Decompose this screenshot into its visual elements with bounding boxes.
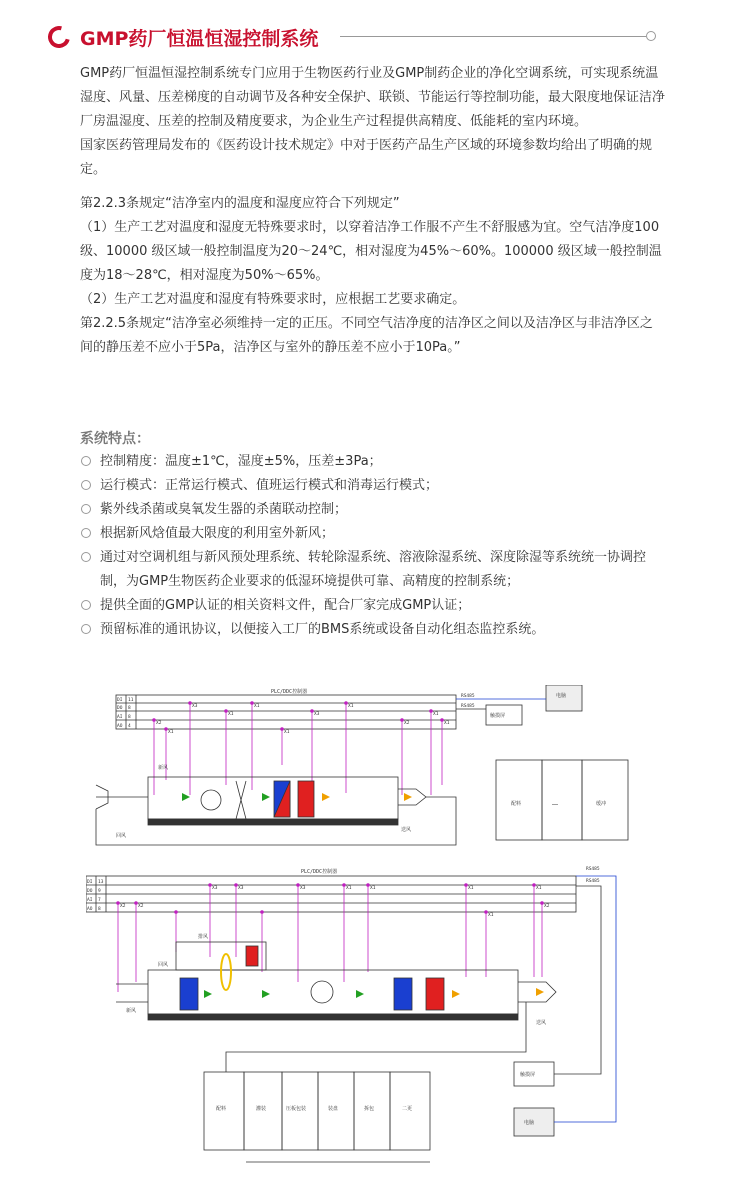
svg-text:新风: 新风 (158, 765, 169, 771)
controller-label: PLC/DDC控制器 (301, 869, 338, 875)
feature-item: 提供全面的GMP认证的相关资料文件，配合厂家完成GMP认证； (80, 594, 665, 618)
svg-text:X1: X1 (346, 886, 352, 891)
svg-text:AI: AI (117, 715, 123, 720)
feature-item: 控制精度：温度±1℃，湿度±5%，压差±3Pa； (80, 450, 665, 474)
svg-text:配料: 配料 (511, 801, 522, 807)
svg-text:回风: 回风 (158, 962, 169, 968)
svg-text:……: …… (552, 801, 559, 807)
rule-paragraph: 第2.2.5条规定“洁净室必须维持一定的正压。不同空气洁净度的洁净区之间以及洁净区与非洁净区之间的静压差不应小于5Pa，洁净区与室外的静压差不应小于10Pa。” (80, 316, 653, 355)
feature-item: 紫外线杀菌或臭氧发生器的杀菌联动控制； (80, 498, 665, 522)
svg-text:X1: X1 (348, 704, 354, 709)
svg-text:AI: AI (87, 898, 93, 903)
svg-text:X2: X2 (156, 721, 162, 726)
svg-text:装盘: 装盘 (328, 1106, 339, 1112)
svg-text:AO: AO (87, 907, 93, 912)
circle-bullet-icon (81, 600, 91, 610)
svg-text:X3: X3 (212, 886, 218, 891)
circle-bullet-icon (81, 624, 91, 634)
svg-text:8: 8 (128, 706, 131, 711)
svg-text:触摸屏: 触摸屏 (490, 713, 506, 719)
svg-text:DO: DO (87, 889, 93, 894)
svg-text:8: 8 (128, 715, 131, 720)
circle-bullet-icon (81, 528, 91, 538)
feature-item: 预留标准的通讯协议，以便接入工厂的BMS系统或设备自动化组态监控系统。 (80, 618, 665, 642)
svg-text:X2: X2 (404, 721, 410, 726)
features-list (80, 450, 665, 642)
svg-text:X1: X1 (468, 886, 474, 891)
rule-paragraph: （2）生产工艺对温度和湿度有特殊要求时，应根据工艺要求确定。 (80, 292, 466, 307)
title-divider (340, 36, 646, 37)
diagram-2 (86, 862, 646, 1187)
svg-text:X1: X1 (444, 721, 450, 726)
svg-text:13: 13 (98, 880, 104, 885)
svg-text:送风: 送风 (401, 827, 412, 833)
svg-text:X3: X3 (192, 704, 198, 709)
svg-text:4: 4 (128, 724, 131, 729)
svg-text:触摸屏: 触摸屏 (520, 1072, 536, 1078)
circle-bullet-icon (81, 480, 91, 490)
circle-bullet-icon (81, 552, 91, 562)
svg-text:DO: DO (117, 706, 123, 711)
intro-paragraph: 国家医药管理局发布的《医药设计技术规定》中对于医药产品生产区域的环境参数均给出了明确的规定。 (80, 138, 653, 177)
svg-text:送风: 送风 (536, 1020, 547, 1026)
svg-text:7: 7 (98, 898, 101, 903)
circle-bullet-icon (81, 456, 91, 466)
svg-text:压板包装: 压板包装 (286, 1106, 307, 1112)
title-divider-dot-icon (646, 31, 656, 41)
svg-text:灌装: 灌装 (256, 1106, 267, 1112)
feature-item: 通过对空调机组与新风预处理系统、转轮除湿系统、溶液除湿系统、深度除湿等系统统一协调控制，为GMP生物医药企业要求的低湿环境提供可靠、高精度的控制系统； (80, 546, 665, 594)
svg-text:X2: X2 (544, 904, 550, 909)
svg-text:X1: X1 (433, 712, 439, 717)
svg-text:X1: X1 (370, 886, 376, 891)
features-title: 系统特点： (80, 431, 150, 447)
page-header (48, 20, 668, 54)
diagram-1 (86, 685, 646, 855)
svg-text:X3: X3 (238, 886, 244, 891)
svg-text:X1: X1 (228, 712, 234, 717)
svg-text:缓冲: 缓冲 (596, 801, 607, 807)
svg-text:拆包: 拆包 (364, 1106, 375, 1112)
svg-text:DI: DI (117, 698, 123, 703)
svg-text:回风: 回风 (116, 833, 127, 839)
intro-section (80, 62, 665, 360)
rule-paragraph: 第2.2.3条规定“洁净室内的温度和湿度应符合下列规定” (80, 196, 400, 211)
svg-text:X2: X2 (120, 904, 126, 909)
intro-paragraph: GMP药厂恒温恒湿控制系统专门应用于生物医药行业及GMP制药企业的净化空调系统，可实现系统温湿度、风量、压差梯度的自动调节及各种安全保护、联锁、节能运行等控制功能，最大限度地保证洁净厂房温湿度、压差的控制及精度要求，为企业生产过程提供高精度、低能耗的室内环境。 (80, 66, 666, 129)
svg-text:电脑: 电脑 (556, 693, 567, 699)
page-title: GMP药厂恒温恒湿控制系统 (80, 28, 319, 50)
svg-text:配料: 配料 (216, 1106, 227, 1112)
svg-text:新风: 新风 (126, 1008, 137, 1014)
svg-text:AO: AO (117, 724, 123, 729)
svg-text:9: 9 (98, 889, 101, 894)
svg-text:RS485: RS485 (461, 694, 475, 699)
svg-text:X3: X3 (300, 886, 306, 891)
title-ring-icon (44, 22, 74, 52)
controller-label: PLC/DDC控制器 (271, 689, 308, 695)
feature-item: 运行模式：正常运行模式、值班运行模式和消毒运行模式； (80, 474, 665, 498)
svg-text:二更: 二更 (402, 1106, 413, 1112)
svg-text:X1: X1 (168, 730, 174, 735)
svg-text:X1: X1 (254, 704, 260, 709)
svg-text:X1: X1 (284, 730, 290, 735)
svg-text:X1: X1 (536, 886, 542, 891)
svg-text:11: 11 (128, 698, 134, 703)
svg-text:X3: X3 (314, 712, 320, 717)
svg-text:8: 8 (98, 907, 101, 912)
svg-text:DI: DI (87, 880, 93, 885)
svg-text:排风: 排风 (198, 934, 209, 940)
feature-item: 根据新风焓值最大限度的利用室外新风； (80, 522, 665, 546)
svg-text:RS485: RS485 (586, 867, 600, 872)
svg-text:RS485: RS485 (461, 704, 475, 709)
svg-text:电脑: 电脑 (524, 1120, 535, 1126)
svg-text:X2: X2 (138, 904, 144, 909)
rule-paragraph: （1）生产工艺对温度和湿度无特殊要求时，以穿着洁净工作服不产生不舒服感为宜。空气洁净度100级、10000 级区域一般控制温度为20～24℃，相对湿度为45%～60%。100000 级区域一般控制温度为18～28℃，相对湿度为50%～65%。 (80, 220, 662, 283)
svg-text:RS485: RS485 (586, 879, 600, 884)
svg-text:X1: X1 (488, 913, 494, 918)
circle-bullet-icon (81, 504, 91, 514)
